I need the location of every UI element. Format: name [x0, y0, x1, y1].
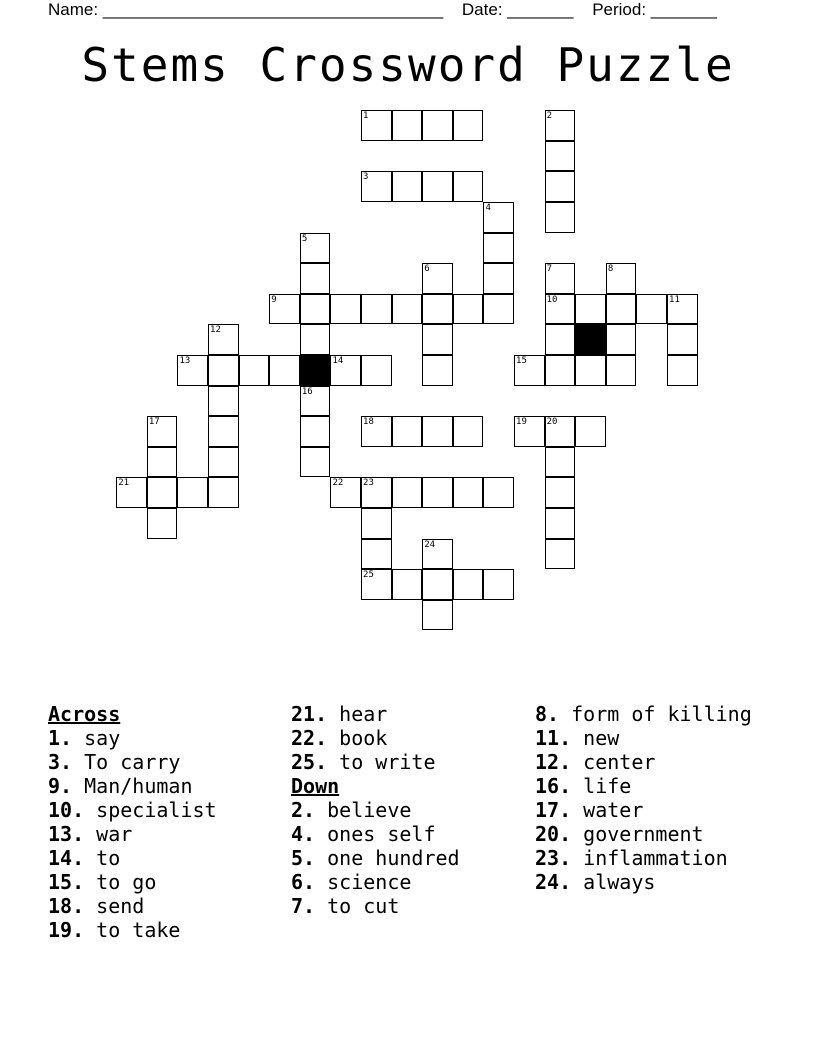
clue-number: 7. [291, 894, 316, 918]
grid-cell[interactable] [422, 110, 453, 141]
clue-text: believe [327, 798, 412, 822]
clues-column-3 [535, 702, 775, 894]
clue-across-14 [48, 846, 288, 870]
grid-cell[interactable] [361, 569, 392, 600]
date-field[interactable]: Date: _______ [461, 0, 574, 19]
grid-cell[interactable] [208, 447, 239, 478]
cell-number: 4 [485, 203, 491, 214]
clue-text: to go [96, 870, 157, 894]
clue-down-7 [291, 894, 531, 918]
clue-text: inflammation [583, 846, 728, 870]
grid-cell[interactable] [636, 294, 667, 325]
clue-number: 22. [291, 726, 328, 750]
clue-number: 21. [291, 702, 328, 726]
cell-number: 11 [669, 294, 680, 305]
clue-across-13 [48, 822, 288, 846]
grid-cell[interactable] [545, 171, 576, 202]
grid-cell[interactable] [545, 263, 576, 294]
grid-cell[interactable] [545, 294, 576, 325]
clue-down-5 [291, 846, 531, 870]
cell-number: 1 [363, 111, 369, 122]
clue-number: 16. [535, 774, 572, 798]
clue-text: science [327, 870, 412, 894]
clue-text: water [583, 798, 644, 822]
grid-cell[interactable] [483, 202, 514, 233]
cell-number: 19 [516, 417, 527, 428]
clue-number: 9. [48, 774, 73, 798]
clue-number: 6. [291, 870, 316, 894]
grid-cell[interactable] [453, 477, 484, 508]
grid-cell[interactable] [300, 263, 331, 294]
grid-cell[interactable] [177, 477, 208, 508]
grid-cell[interactable] [483, 233, 514, 264]
grid-cell[interactable] [300, 386, 331, 417]
clue-text: center [583, 750, 656, 774]
grid-cell[interactable] [361, 416, 392, 447]
grid-cell[interactable] [667, 355, 698, 386]
grid-cell[interactable] [575, 355, 606, 386]
grid-cell[interactable] [208, 355, 239, 386]
grid-cell[interactable] [453, 110, 484, 141]
grid-cell[interactable] [606, 294, 637, 325]
clue-down-8 [535, 702, 775, 726]
clue-number: 2. [291, 798, 316, 822]
cell-number: 2 [546, 111, 553, 122]
grid-cell[interactable] [545, 202, 576, 233]
clue-across-18 [48, 894, 288, 918]
grid-cell[interactable] [300, 416, 331, 447]
clue-number: 18. [48, 894, 85, 918]
grid-cell[interactable] [422, 600, 453, 631]
cell-number: 5 [301, 233, 308, 244]
grid-cell[interactable] [422, 324, 453, 355]
clue-number: 10. [48, 798, 85, 822]
clue-text: send [96, 894, 145, 918]
clue-text: form of killing [571, 702, 752, 726]
black-cell [300, 355, 331, 386]
clue-text: specialist [96, 798, 217, 822]
grid-cell[interactable] [606, 263, 637, 294]
student-info-header [48, 0, 731, 20]
clue-number: 8. [535, 702, 560, 726]
grid-cell[interactable] [514, 416, 545, 447]
grid-cell[interactable] [147, 447, 178, 478]
clue-number: 14. [48, 846, 85, 870]
grid-cell[interactable] [483, 569, 514, 600]
clue-down-4 [291, 822, 531, 846]
cell-number: 9 [271, 294, 277, 305]
grid-cell[interactable] [453, 171, 484, 202]
grid-cell[interactable] [422, 263, 453, 294]
grid-cell[interactable] [453, 569, 484, 600]
cell-number: 6 [424, 264, 430, 275]
grid-cell[interactable] [422, 171, 453, 202]
grid-cell[interactable] [361, 539, 392, 570]
grid-cell[interactable] [361, 508, 392, 539]
clue-across-19 [48, 918, 288, 942]
clue-text: to [96, 846, 121, 870]
grid-cell[interactable] [545, 110, 576, 141]
grid-cell[interactable] [545, 447, 576, 478]
cell-number: 7 [546, 264, 553, 275]
grid-cell[interactable] [606, 355, 637, 386]
clue-text: To carry [84, 750, 181, 774]
clue-number: 13. [48, 822, 85, 846]
grid-cell[interactable] [147, 416, 178, 447]
cell-number: 24 [424, 539, 436, 550]
grid-cell[interactable] [545, 539, 576, 570]
grid-cell[interactable] [208, 477, 239, 508]
clues-column-1 [48, 702, 288, 942]
grid-cell[interactable] [361, 294, 392, 325]
grid-cell[interactable] [269, 294, 300, 325]
clue-text: ones self [327, 822, 436, 846]
grid-cell[interactable] [116, 477, 147, 508]
clue-text: Man/human [84, 774, 193, 798]
clue-down-17 [535, 798, 775, 822]
cell-number: 10 [546, 294, 558, 305]
clue-text: to write [339, 750, 436, 774]
grid-cell[interactable] [392, 110, 423, 141]
grid-cell[interactable] [147, 508, 178, 539]
clue-down-2 [291, 798, 531, 822]
grid-cell[interactable] [300, 324, 331, 355]
grid-cell[interactable] [361, 477, 392, 508]
grid-cell[interactable] [392, 416, 423, 447]
period-field[interactable]: Period: _______ [592, 0, 717, 19]
clue-text: hear [339, 702, 388, 726]
grid-cell[interactable] [422, 294, 453, 325]
clue-number: 25. [291, 750, 328, 774]
clue-down-24 [535, 870, 775, 894]
grid-cell[interactable] [177, 355, 208, 386]
black-cell [575, 324, 606, 355]
grid-cell[interactable] [147, 477, 178, 508]
clue-text: new [583, 726, 620, 750]
grid-cell[interactable] [300, 294, 331, 325]
clue-down-23 [535, 846, 775, 870]
grid-cell[interactable] [483, 294, 514, 325]
clue-text: war [96, 822, 133, 846]
cell-number: 3 [363, 172, 369, 183]
grid-cell[interactable] [545, 324, 576, 355]
grid-cell[interactable] [300, 447, 331, 478]
cell-number: 15 [516, 356, 527, 367]
grid-cell[interactable] [606, 324, 637, 355]
clue-down-20 [535, 822, 775, 846]
clue-number: 4. [291, 822, 316, 846]
clues-column-2 [291, 702, 531, 918]
grid-cell[interactable] [208, 416, 239, 447]
clue-down-6 [291, 870, 531, 894]
clue-number: 5. [291, 846, 316, 870]
grid-cell[interactable] [545, 355, 576, 386]
clue-down-12 [535, 750, 775, 774]
grid-cell[interactable] [575, 294, 606, 325]
grid-cell[interactable] [545, 508, 576, 539]
down-heading: Down [291, 774, 340, 798]
cell-number: 18 [363, 417, 374, 428]
clue-down-11 [535, 726, 775, 750]
clue-across-9 [48, 774, 288, 798]
grid-cell[interactable] [361, 110, 392, 141]
cell-number: 20 [546, 417, 558, 428]
clue-number: 17. [535, 798, 572, 822]
cell-number: 22 [332, 478, 344, 489]
grid-cell[interactable] [208, 324, 239, 355]
grid-cell[interactable] [575, 416, 606, 447]
grid-cell[interactable] [483, 263, 514, 294]
grid-cell[interactable] [300, 233, 331, 264]
grid-cell[interactable] [545, 416, 576, 447]
grid-cell[interactable] [545, 477, 576, 508]
clue-text: one hundred [327, 846, 460, 870]
grid-cell[interactable] [361, 171, 392, 202]
cell-number: 12 [210, 325, 221, 336]
clue-across-15 [48, 870, 288, 894]
clue-number: 15. [48, 870, 85, 894]
grid-cell[interactable] [667, 324, 698, 355]
grid-cell[interactable] [483, 477, 514, 508]
grid-cell[interactable] [422, 569, 453, 600]
clue-down-16 [535, 774, 775, 798]
grid-cell[interactable] [330, 355, 361, 386]
grid-cell[interactable] [392, 477, 423, 508]
clue-text: government [583, 822, 704, 846]
clue-text: book [339, 726, 388, 750]
name-field[interactable]: Name: ____________________________________ [48, 0, 444, 19]
grid-cell[interactable] [208, 386, 239, 417]
grid-cell[interactable] [422, 539, 453, 570]
grid-cell[interactable] [392, 294, 423, 325]
cell-number: 17 [148, 417, 160, 428]
clue-across-10 [48, 798, 288, 822]
cell-number: 23 [363, 478, 374, 489]
clue-number: 11. [535, 726, 572, 750]
clue-across-25 [291, 750, 531, 774]
clue-number: 3. [48, 750, 73, 774]
clue-text: to cut [327, 894, 400, 918]
grid-cell[interactable] [453, 294, 484, 325]
grid-cell[interactable] [330, 477, 361, 508]
clue-across-1 [48, 726, 288, 750]
cell-number: 14 [332, 356, 344, 367]
clue-text: say [84, 726, 121, 750]
grid-cell[interactable] [514, 355, 545, 386]
cell-number: 16 [301, 386, 313, 397]
grid-cell[interactable] [269, 355, 300, 386]
grid-cell[interactable] [239, 355, 270, 386]
grid-cell[interactable] [422, 416, 453, 447]
grid-cell[interactable] [330, 294, 361, 325]
grid-cell[interactable] [667, 294, 698, 325]
clue-text: life [583, 774, 632, 798]
clue-number: 12. [535, 750, 572, 774]
clue-across-21 [291, 702, 531, 726]
grid-cell[interactable] [392, 569, 423, 600]
clue-text: always [583, 870, 656, 894]
grid-cell[interactable] [422, 355, 453, 386]
clue-number: 1. [48, 726, 73, 750]
cell-number: 8 [607, 264, 614, 275]
clue-number: 19. [48, 918, 85, 942]
clue-number: 20. [535, 822, 572, 846]
clue-text: to take [96, 918, 181, 942]
clue-across-3 [48, 750, 288, 774]
cell-number: 13 [179, 356, 191, 367]
grid-cell[interactable] [545, 141, 576, 172]
grid-cell[interactable] [361, 355, 392, 386]
grid-cell[interactable] [392, 171, 423, 202]
cell-number: 25 [363, 570, 374, 581]
across-heading: Across [48, 702, 121, 726]
cell-number: 21 [118, 478, 130, 489]
clue-number: 23. [535, 846, 572, 870]
grid-cell[interactable] [453, 416, 484, 447]
clue-number: 24. [535, 870, 572, 894]
page-title: Stems Crossword Puzzle [81, 38, 735, 92]
clue-across-22 [291, 726, 531, 750]
grid-cell[interactable] [422, 477, 453, 508]
